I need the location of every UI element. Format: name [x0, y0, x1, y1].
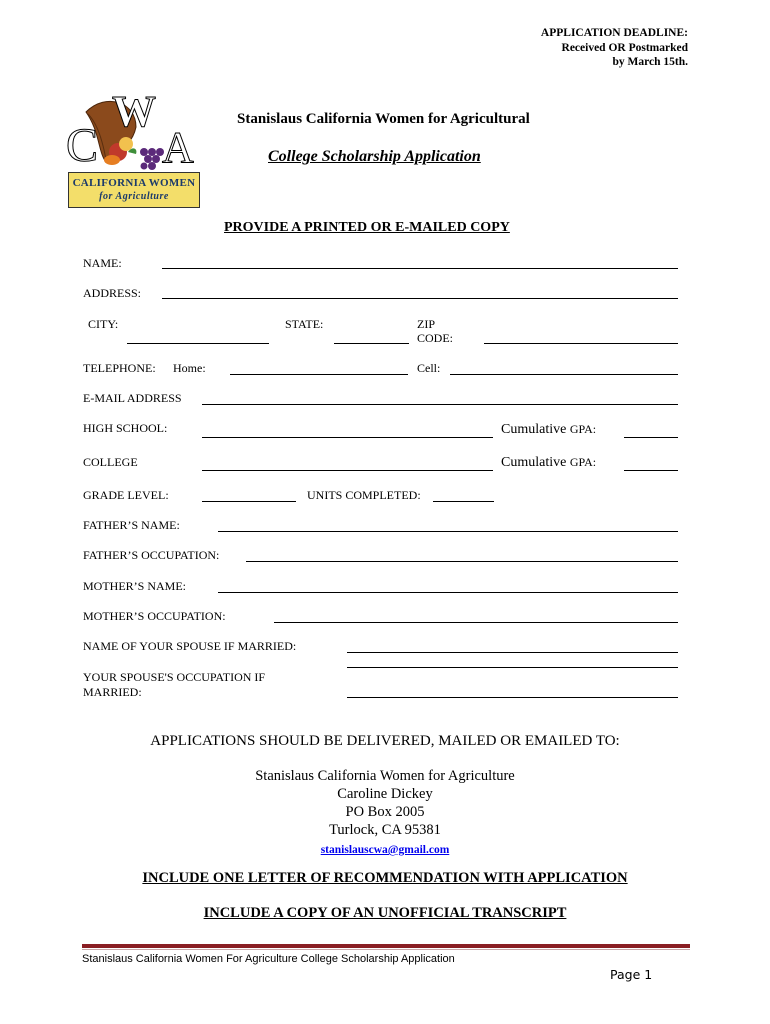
address-po-box: PO Box 2005: [345, 804, 425, 820]
spouse-name-field[interactable]: [347, 652, 678, 653]
grade-level-field[interactable]: [202, 501, 296, 502]
logo-letter-w: W: [112, 87, 156, 136]
address-contact: Caroline Dickey: [337, 786, 433, 802]
spouse-occupation-field[interactable]: [347, 697, 678, 698]
fathers-occupation-label: FATHER’S OCCUPATION:: [83, 548, 220, 562]
delivery-heading: APPLICATIONS SHOULD BE DELIVERED, MAILED OR EMAILED TO:: [150, 733, 620, 749]
copy-instruction: PROVIDE A PRINTED OR E-MAILED COPY: [224, 220, 510, 235]
state-field[interactable]: [334, 343, 409, 344]
cell-phone-field[interactable]: [450, 374, 678, 375]
college-gpa-text: GPA:: [569, 455, 597, 469]
page-number: Page 1: [610, 967, 653, 982]
fathers-name-field[interactable]: [218, 531, 678, 532]
footer-rule: [82, 944, 690, 948]
hs-gpa-text: GPA:: [569, 422, 597, 436]
fathers-name-label: FATHER’S NAME:: [83, 518, 180, 532]
zip-label-line-1: ZIP: [417, 317, 435, 331]
zip-label-line-2: CODE:: [417, 331, 453, 345]
footer-rule-thin: [82, 949, 690, 950]
mothers-name-field[interactable]: [218, 592, 678, 593]
logo-banner-line-2: for Agriculture: [99, 191, 169, 202]
name-field[interactable]: [162, 268, 678, 269]
hs-gpa-label: [501, 422, 596, 438]
spouse-name-field-2[interactable]: [347, 667, 678, 668]
cwa-logo: [66, 87, 202, 212]
deadline-line-1: APPLICATION DEADLINE:: [540, 27, 688, 39]
grade-level-label: GRADE LEVEL:: [83, 488, 169, 502]
units-completed-label: UNITS COMPLETED:: [307, 488, 421, 502]
college-gpa-label: [501, 455, 596, 471]
footer-text: Stanislaus California Women For Agriculture College Scholarship Application: [82, 953, 455, 965]
logo-letter-a: A: [162, 123, 194, 172]
units-completed-field[interactable]: [433, 501, 494, 502]
application-deadline: [541, 26, 688, 70]
mothers-occupation-field[interactable]: [274, 622, 678, 623]
spouse-occupation-label: [83, 670, 265, 699]
telephone-label: TELEPHONE:: [83, 361, 156, 375]
cell-phone-label: Cell:: [417, 361, 441, 375]
deadline-line-3: by March 15th.: [612, 56, 688, 68]
high-school-field[interactable]: [202, 437, 493, 438]
home-phone-label: Home:: [173, 361, 206, 375]
state-label: STATE:: [285, 317, 324, 331]
spouse-occupation-label-line-1: YOUR SPOUSE'S OCCUPATION IF: [83, 670, 266, 684]
zip-label: [417, 317, 453, 345]
home-phone-field[interactable]: [230, 374, 408, 375]
contact-email-link[interactable]: stanislauscwa@gmail.com: [320, 844, 450, 856]
address-city: Turlock, CA 95381: [329, 822, 441, 838]
deadline-line-2: Received OR Postmarked: [561, 41, 688, 54]
mothers-occupation-label: MOTHER’S OCCUPATION:: [83, 609, 226, 623]
hs-cumulative-label: Cumulative: [501, 422, 567, 437]
college-label: COLLEGE: [83, 455, 138, 469]
logo-banner: [68, 172, 200, 208]
hs-gpa-field[interactable]: [624, 437, 678, 438]
college-field[interactable]: [202, 470, 493, 471]
mothers-name-label: MOTHER’S NAME:: [83, 579, 187, 593]
college-gpa-field[interactable]: [624, 470, 678, 471]
city-field[interactable]: [127, 343, 269, 344]
transcript-instruction: INCLUDE A COPY OF AN UNOFFICIAL TRANSCRIPT: [203, 905, 567, 921]
zip-field[interactable]: [484, 343, 678, 344]
recommendation-instruction: INCLUDE ONE LETTER OF RECOMMENDATION WITH APPLICATION: [142, 870, 628, 886]
organization-title: Stanislaus California Women for Agricultural: [237, 111, 530, 127]
city-label: CITY:: [88, 317, 119, 331]
logo-letter-c: C: [66, 119, 99, 172]
high-school-label: HIGH SCHOOL:: [83, 421, 168, 435]
form-title: College Scholarship Application: [268, 148, 481, 165]
address-label: ADDRESS:: [83, 286, 142, 300]
college-cumulative-label: Cumulative: [501, 455, 567, 470]
address-org: Stanislaus California Women for Agriculture: [255, 768, 515, 784]
email-label: E-MAIL ADDRESS: [83, 391, 182, 405]
fathers-occupation-field[interactable]: [246, 561, 678, 562]
email-field[interactable]: [202, 404, 678, 405]
name-label: NAME:: [83, 256, 122, 270]
email-link-row: [0, 840, 770, 858]
address-field[interactable]: [162, 298, 678, 299]
spouse-name-label: NAME OF YOUR SPOUSE IF MARRIED:: [83, 639, 297, 653]
spouse-occupation-label-line-2: MARRIED:: [83, 684, 142, 699]
logo-banner-line-1: CALIFORNIA WOMEN: [72, 177, 196, 189]
